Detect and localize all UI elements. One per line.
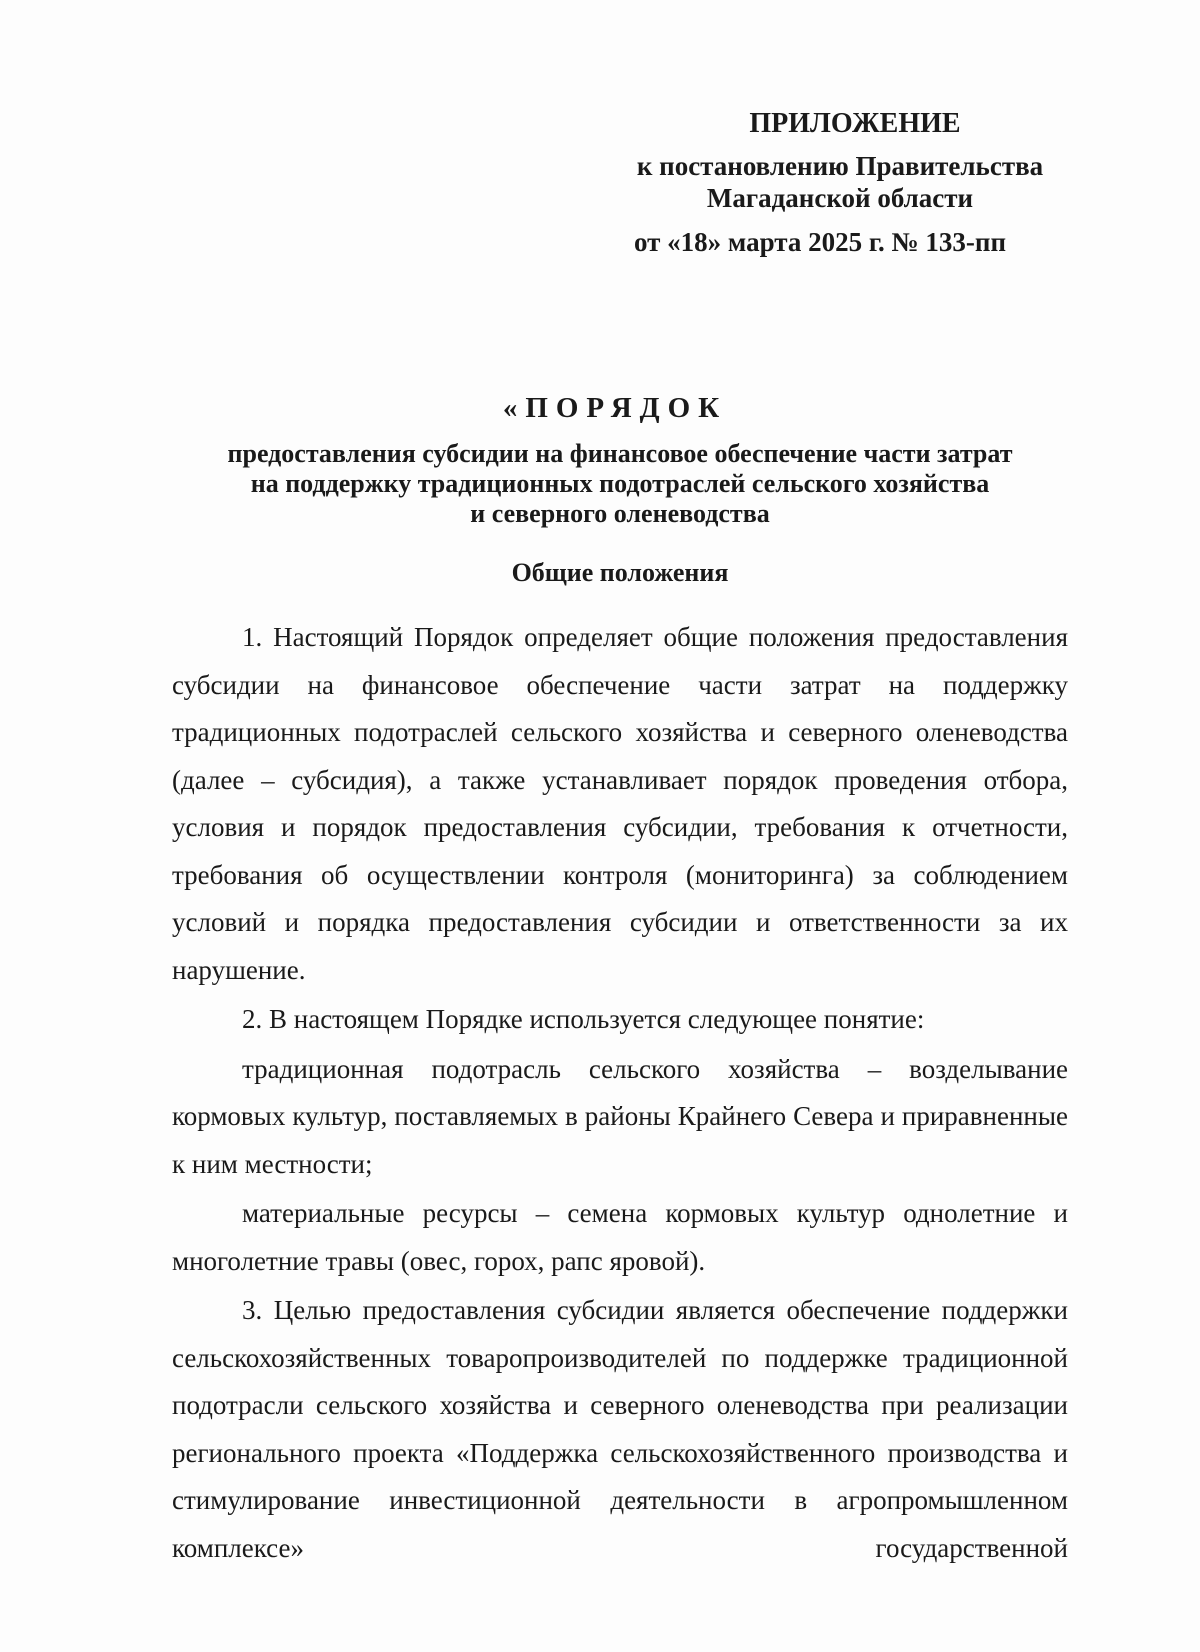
appendix-line-1: к постановлению Правительства: [636, 151, 1044, 181]
document-subtitle-line-1: предоставления субсидии на финансовое обеспечение части затрат: [227, 439, 1013, 468]
appendix-title: ПРИЛОЖЕНИЕ: [749, 108, 961, 139]
section-title: Общие положения: [511, 558, 729, 587]
paragraph-3: традиционная подотрасль сельского хозяйства – возделывание кормовых культур, поставляемых в районы Крайнего Севера и приравненные к ним местности;: [172, 1053, 1068, 1179]
document-body: [172, 614, 1068, 1572]
document-subtitle-line-2: на поддержку традиционных подотраслей сельского хозяйства: [250, 469, 990, 498]
document-title-block: [190, 392, 1050, 529]
appendix-header: [610, 108, 1070, 258]
document-heading: «ПОРЯДОК: [502, 392, 728, 424]
paragraph-4: материальные ресурсы – семена кормовых культур однолетние и многолетние травы (овес, горох, рапс яровой).: [172, 1198, 1068, 1276]
paragraph-5: 3. Целью предоставления субсидии является обеспечение поддержки сельскохозяйственных товаропроизводителей по поддержке традиционной подотрасли сельского хозяйства и северного оленеводства при реализации регионального проекта «Поддержка сельскохозяйственного производства и стимулирование инвестиционной деятельности в агропромышленном комплексе» государственной: [172, 1295, 1068, 1563]
paragraph-2: 2. В настоящем Порядке используется следующее понятие:: [242, 1004, 925, 1034]
appendix-line-2: Магаданской области: [706, 183, 974, 213]
paragraph-1: 1. Настоящий Порядок определяет общие положения предоставления субсидии на финансовое обеспечение части затрат на поддержку традиционных подотраслей сельского хозяйства и северного оленеводства (далее – субсидия), а также устанавливает порядок проведения отбора, условия и порядок предоставления субсидии, требования к отчетности, требования об осуществлении контроля (мониторинга) за соблюдением условий и порядка предоставления субсидии и ответственности за их нарушение.: [172, 622, 1068, 985]
appendix-date: от «18» марта 2025 г. № 133-пп: [633, 227, 1007, 257]
document-subtitle-line-3: и северного оленеводства: [470, 499, 770, 528]
